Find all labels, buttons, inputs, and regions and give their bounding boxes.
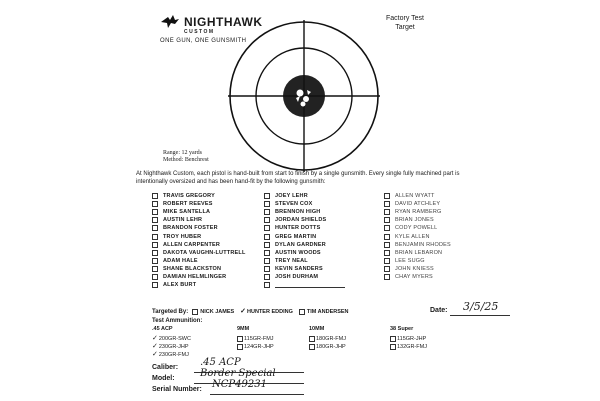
gunsmith-name: JOEY LEHR xyxy=(275,193,308,200)
sheet-title-line1: Factory Test xyxy=(386,15,424,22)
targeted-by-option[interactable] xyxy=(299,309,349,315)
gunsmith-name: ADAM HALE xyxy=(163,257,198,264)
gunsmith-name: RYAN RAMBERG xyxy=(395,209,442,216)
checkbox[interactable] xyxy=(237,336,243,342)
range-text: Range: 12 yards xyxy=(163,150,202,156)
ammo-column-10mm xyxy=(309,326,346,351)
gunsmith-name: BRENNON HIGH xyxy=(275,209,321,216)
gunsmith-row[interactable] xyxy=(384,224,451,232)
brand-tagline: ONE GUN, ONE GUNSMITH xyxy=(160,38,247,44)
gunsmith-row[interactable] xyxy=(152,265,246,273)
caliber-label: Caliber: xyxy=(152,364,179,371)
ammo-column-38super xyxy=(390,326,427,351)
targeted-by-label: Targeted By: xyxy=(152,309,189,315)
checkbox[interactable] xyxy=(264,234,270,240)
ammo-heading: 10MM xyxy=(309,326,325,332)
ammo-label: 230GR-JHP xyxy=(158,344,189,350)
hawk-logo-icon xyxy=(160,14,180,30)
gunsmith-name: JORDAN SHIELDS xyxy=(275,217,327,224)
ammo-option[interactable] xyxy=(390,343,427,351)
serial-line xyxy=(210,394,304,395)
checkbox[interactable] xyxy=(264,274,270,280)
checkbox[interactable] xyxy=(264,209,270,215)
gunsmith-row[interactable] xyxy=(384,232,451,240)
gunsmith-name: JOHN KNIESS xyxy=(395,265,434,272)
blank-line xyxy=(275,282,345,288)
checkbox[interactable] xyxy=(264,217,270,223)
ammo-label: 180GR-FMJ xyxy=(316,336,346,342)
ammo-label: 115GR-JHP xyxy=(397,336,427,342)
checkbox[interactable] xyxy=(384,217,390,223)
gunsmith-row[interactable] xyxy=(264,208,345,216)
ammo-option-checked[interactable] xyxy=(152,343,191,351)
gunsmith-row[interactable] xyxy=(264,249,345,257)
checkbox[interactable] xyxy=(152,217,158,223)
gunsmith-row[interactable] xyxy=(152,208,246,216)
checkbox[interactable] xyxy=(384,193,390,199)
checkbox[interactable] xyxy=(152,258,158,264)
gunsmith-name: ROBERT REEVES xyxy=(163,201,213,208)
ammo-option[interactable] xyxy=(390,335,427,343)
gunsmith-name: DYLAN GARDNER xyxy=(275,241,326,248)
gunsmith-row[interactable] xyxy=(384,265,451,273)
gunsmith-name: DAMIAN HELMLINGER xyxy=(163,273,227,280)
checkbox[interactable] xyxy=(384,274,390,280)
gunsmith-row[interactable] xyxy=(384,200,451,208)
gunsmith-row[interactable] xyxy=(264,224,345,232)
shooting-target xyxy=(228,20,380,172)
method-text: Method: Benchrest xyxy=(163,157,209,163)
gunsmith-row[interactable] xyxy=(264,192,345,200)
checkbox[interactable] xyxy=(152,193,158,199)
targeted-by xyxy=(152,309,355,315)
caliber-field xyxy=(152,364,178,371)
ammo-label: 132GR-FMJ xyxy=(397,344,427,350)
gunsmith-name: BRIAN LEBARON xyxy=(395,249,443,256)
targeted-by-option[interactable] xyxy=(192,309,234,315)
checkbox[interactable] xyxy=(264,282,270,288)
gunsmith-row[interactable] xyxy=(264,273,345,281)
gunsmith-name: AUSTIN WOODS xyxy=(275,249,321,256)
check-mark-icon: ✓ xyxy=(240,308,247,315)
gunsmith-column-2 xyxy=(264,192,345,289)
checkbox[interactable] xyxy=(152,250,158,256)
gunsmith-name: DAVID ATCHLEY xyxy=(395,201,441,208)
gunsmith-name: TREY NEAL xyxy=(275,257,308,264)
gunsmith-row[interactable] xyxy=(384,216,451,224)
checkbox[interactable] xyxy=(264,225,270,231)
ammo-label: 230GR-FMJ xyxy=(158,352,189,358)
ammo-heading: 38 Super xyxy=(390,326,414,332)
serial-value[interactable]: NCP49231 xyxy=(212,379,267,390)
ammo-option-checked[interactable] xyxy=(152,335,191,343)
gunsmith-name: DAKOTA VAUGHN-LUTTRELL xyxy=(163,249,246,256)
checkbox[interactable] xyxy=(152,282,158,288)
gunsmith-row[interactable] xyxy=(152,216,246,224)
gunsmith-name: TROY HUBER xyxy=(163,233,202,240)
checkbox[interactable] xyxy=(152,266,158,272)
checkbox[interactable] xyxy=(390,336,396,342)
checkbox[interactable] xyxy=(384,266,390,272)
checkbox[interactable] xyxy=(384,234,390,240)
caliber-value[interactable]: .45 ACP xyxy=(200,357,241,368)
gunsmith-row[interactable] xyxy=(384,241,451,249)
gunsmith-row[interactable] xyxy=(384,273,451,281)
gunsmith-name: STEVEN COX xyxy=(275,201,313,208)
model-value[interactable]: Border Special xyxy=(200,368,276,379)
checkbox[interactable] xyxy=(264,242,270,248)
gunsmith-column-3 xyxy=(384,192,451,281)
gunsmith-row[interactable] xyxy=(152,257,246,265)
option-label: NICK JAMES xyxy=(200,309,235,315)
test-ammo-label: Test Ammunition: xyxy=(152,318,203,324)
option-label: TIM ANDERSEN xyxy=(306,309,349,315)
ammo-option[interactable] xyxy=(237,343,274,351)
checkbox[interactable] xyxy=(152,234,158,240)
checkbox[interactable] xyxy=(309,336,315,342)
brand-name: NIGHTHAWK xyxy=(184,14,263,29)
checkbox[interactable] xyxy=(152,274,158,280)
gunsmith-name: GREG MARTIN xyxy=(275,233,317,240)
checkbox[interactable] xyxy=(264,201,270,207)
gunsmith-name: JOSH DURHAM xyxy=(275,273,319,280)
model-field xyxy=(152,375,175,382)
ammo-heading: 9MM xyxy=(237,326,250,332)
checkbox[interactable] xyxy=(384,250,390,256)
checkbox[interactable] xyxy=(384,242,390,248)
check-mark-icon: ✓ xyxy=(152,343,158,350)
ammo-option-checked[interactable] xyxy=(152,351,191,359)
checkbox[interactable] xyxy=(384,258,390,264)
gunsmith-name: KEVIN SANDERS xyxy=(275,265,323,272)
checkbox[interactable] xyxy=(152,242,158,248)
gunsmith-name: LEE SUGG xyxy=(395,257,425,264)
gunsmith-column-1 xyxy=(152,192,246,289)
gunsmith-name: ALLEN CARPENTER xyxy=(163,241,221,248)
date-line xyxy=(450,315,510,316)
gunsmith-name: SHANE BLACKSTON xyxy=(163,265,222,272)
checkbox[interactable] xyxy=(264,258,270,264)
brand-subtitle: CUSTOM xyxy=(184,29,215,35)
ammo-option[interactable] xyxy=(237,335,274,343)
checkbox[interactable] xyxy=(152,209,158,215)
ammo-option[interactable] xyxy=(309,343,346,351)
sheet-title-line2: Target xyxy=(395,24,415,31)
gunsmith-name: ALLEN WYATT xyxy=(395,193,435,200)
intro-paragraph: At Nighthawk Custom, each pistol is hand-built from start to finish by a single gunsmith. Every single fully machined part is intentionally oversized and has been hand-fit by the following gunsmith: xyxy=(136,171,460,185)
gunsmith-row[interactable] xyxy=(152,224,246,232)
gunsmith-row[interactable] xyxy=(264,265,345,273)
gunsmith-row[interactable] xyxy=(152,281,246,289)
checkbox[interactable] xyxy=(384,225,390,231)
check-mark-icon: ✓ xyxy=(152,335,158,342)
checkbox[interactable] xyxy=(384,209,390,215)
gunsmith-row[interactable] xyxy=(384,249,451,257)
checkbox[interactable] xyxy=(152,201,158,207)
gunsmith-row[interactable] xyxy=(152,249,246,257)
gunsmith-row[interactable] xyxy=(384,208,451,216)
serial-label: Serial Number: xyxy=(152,386,202,393)
checkbox[interactable] xyxy=(264,250,270,256)
ammo-option[interactable] xyxy=(309,335,346,343)
gunsmith-row[interactable] xyxy=(264,216,345,224)
gunsmith-row[interactable] xyxy=(384,257,451,265)
gunsmith-row[interactable] xyxy=(152,192,246,200)
checkbox[interactable] xyxy=(264,193,270,199)
gunsmith-name: BENJAMIN RHODES xyxy=(395,241,451,248)
checkbox[interactable] xyxy=(152,225,158,231)
gunsmith-row[interactable] xyxy=(264,241,345,249)
gunsmith-name: ALEX BURT xyxy=(163,282,197,289)
checkbox[interactable] xyxy=(299,309,305,315)
ammo-label: 124GR-JHP xyxy=(244,344,274,350)
ammo-column-9mm xyxy=(237,326,274,351)
gunsmith-name: BRIAN JONES xyxy=(395,217,434,224)
gunsmith-row[interactable] xyxy=(264,257,345,265)
ammo-label: 180GR-JHP xyxy=(316,344,346,350)
model-label: Model: xyxy=(152,375,175,382)
date-label: Date: xyxy=(430,307,448,314)
ammo-label: 115GR-FMJ xyxy=(244,336,274,342)
gunsmith-row[interactable] xyxy=(152,200,246,208)
checkbox[interactable] xyxy=(390,344,396,350)
serial-field xyxy=(152,386,202,393)
gunsmith-row[interactable] xyxy=(264,232,345,240)
checkbox[interactable] xyxy=(264,266,270,272)
option-label: HUNTER EDDING xyxy=(247,309,293,315)
gunsmith-row-blank[interactable] xyxy=(264,281,345,289)
checkbox[interactable] xyxy=(384,201,390,207)
gunsmith-name: CODY POWELL xyxy=(395,225,438,232)
ammo-label: 200GR-SWC xyxy=(158,336,191,342)
checkbox[interactable] xyxy=(237,344,243,350)
gunsmith-row[interactable] xyxy=(152,241,246,249)
ammo-column-45acp xyxy=(152,326,191,359)
checkbox[interactable] xyxy=(309,344,315,350)
gunsmith-name: MIKE SANTELLA xyxy=(163,209,211,216)
gunsmith-name: AUSTIN LEHR xyxy=(163,217,203,224)
gunsmith-name: HUNTER DOTTS xyxy=(275,225,321,232)
targeted-by-option-checked[interactable] xyxy=(240,309,293,315)
gunsmith-row[interactable] xyxy=(152,273,246,281)
gunsmith-row[interactable] xyxy=(384,192,451,200)
gunsmith-row[interactable] xyxy=(264,200,345,208)
checkbox[interactable] xyxy=(192,309,198,315)
ammo-heading: .45 ACP xyxy=(152,326,173,332)
gunsmith-row[interactable] xyxy=(152,232,246,240)
gunsmith-name: CHAY MYERS xyxy=(395,273,433,280)
gunsmith-name: BRANDON FOSTER xyxy=(163,225,218,232)
check-mark-icon: ✓ xyxy=(152,351,158,358)
range-info xyxy=(163,150,209,164)
gunsmith-name: KYLE ALLEN xyxy=(395,233,430,240)
gunsmith-name: TRAVIS GREGORY xyxy=(163,193,215,200)
date-value[interactable]: 3/5/25 xyxy=(463,300,499,313)
